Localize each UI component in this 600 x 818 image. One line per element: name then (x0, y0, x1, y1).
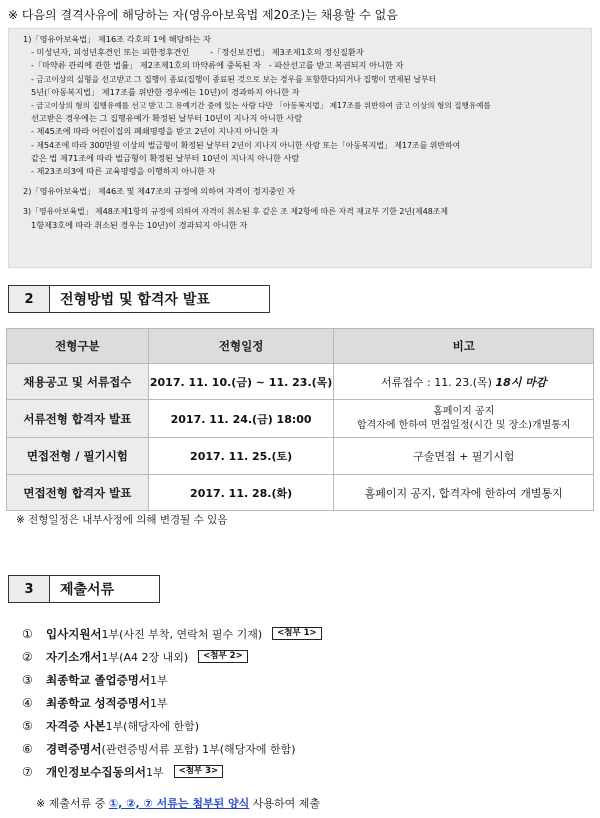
disq-line: - 제45조에 따라 어린이집의 폐쇄명령을 받고 2년이 지나지 아니한 자 (31, 126, 279, 137)
list-item: ③ 최종학교 졸업증명서 1부 (22, 672, 168, 687)
attachment-badge: <첨부 1> (272, 627, 322, 640)
remark-cell: 서류접수 : 11. 23.(목) 18시 마감 (334, 364, 594, 400)
stage-cell: 면접전형 합격자 발표 (7, 475, 149, 511)
disq-line: - 미성년자, 피성년후견인 또는 피한정후견인 -「정신보건법」 제3조제1호의 정신질환자 (31, 47, 364, 58)
stage-cell: 면접전형 / 필기시험 (7, 438, 149, 475)
section-3-header (8, 575, 160, 603)
schedule-table (6, 328, 594, 511)
date-cell: 2017. 11. 25.(토) (148, 438, 334, 475)
disqualification-box (8, 28, 592, 268)
disq-line: - 제23조의3에 따른 교육명령을 이행하지 아니한 자 (31, 166, 216, 177)
stage-cell: 서류전형 합격자 발표 (7, 400, 149, 438)
table-row (7, 364, 594, 400)
stage-cell: 채용공고 및 서류접수 (7, 364, 149, 400)
disq-line: -「마약류 관리에 관한 법률」 제2조제1호의 마약류에 중독된 자 - 파산선고를 받고 복권되지 아니한 자 (31, 60, 404, 71)
table-header-row (7, 329, 594, 364)
schedule-note: ※ 전형일정은 내부사정에 의해 변경될 수 있음 (16, 514, 228, 526)
list-item: ⑤ 자격증 사본 1부(해당자에 한함) (22, 718, 200, 733)
date-cell: 2017. 11. 28.(화) (148, 475, 334, 511)
table-row (7, 438, 594, 475)
list-item: ⑦ 개인정보수집동의서 1부 <첨부 3> (22, 760, 322, 783)
disq-item3-cont: 1항제3호에 따라 취소된 경우는 10년)이 경과되지 아니한 자 (31, 219, 248, 230)
column-header: 전형구분 (7, 329, 149, 364)
attachment-badge: <첨부 3> (174, 765, 224, 778)
disq-item3: 3)「영유아보육법」 제48조제1항의 규정에 의하여 자격이 취소된 후 같은 조 제2항에 따른 자격 재교부 기한 2년(제48조제 (23, 207, 448, 217)
disq-line: 선고받은 경우에는 그 집행유예가 확정된 날부터 10년이 지나지 아니한 사람 (31, 113, 303, 124)
column-header: 전형일정 (148, 329, 334, 364)
document-list (22, 622, 322, 783)
disqualification-note: ※ 다음의 결격사유에 해당하는 자(영유아보육법 제20조)는 채용할 수 없음 (8, 8, 398, 22)
disq-line: 같은 법 제71조에 따라 벌금형이 확정된 날부터 10년이 지나지 아니한 사람 (31, 152, 300, 163)
date-cell: 2017. 11. 10.(금) ~ 11. 23.(목) (148, 364, 334, 400)
remark-cell: 홈페이지 공지, 합격자에 한하여 개별통지 (334, 475, 594, 511)
attachment-badge: <첨부 2> (198, 650, 248, 663)
disq-line: - 금고이상의 실형을 선고받고 그 집행이 종료(집행이 종료된 것으로 보는 경우를 포함한다)되거나 집행이 면제된 날부터 (31, 74, 437, 84)
remark-cell: 홈페이지 공지 합격자에 한하여 면접일정(시간 및 장소)개별통지 (334, 400, 594, 438)
column-header: 비고 (334, 329, 594, 364)
date-cell: 2017. 11. 24.(금) 18:00 (148, 400, 334, 438)
remark-cell: 구술면접 + 필기시험 (334, 438, 594, 475)
disq-line: - 제54조에 따라 300만원 이상의 벌금형이 확정된 날부터 2년이 지나지 아니한 사람 또는「아동복지법」 제17조를 위반하여 (31, 140, 461, 150)
list-item: ⑥ 경력증명서 (관련증빙서류 포함) 1부(해당자에 한함) (22, 741, 296, 756)
table-row (7, 400, 594, 438)
disq-item1-head: 1)「영유아보육법」 제16조 각호의 1에 해당하는 자 (23, 34, 211, 44)
disq-line: - 금고이상의 형의 집행유예를 선고 받고 그 유예기간 중에 있는 사람 다만 「아동복지법」 제17조를 위반하여 금고 이상의 형의 집행유예를 (31, 101, 491, 111)
section-number: 3 (8, 575, 50, 603)
table-row (7, 475, 594, 511)
list-item: ② 자기소개서 1부(A4 2장 내외) <첨부 2> (22, 645, 322, 668)
section-title: 제출서류 (50, 575, 160, 603)
section-title: 전형방법 및 합격자 발표 (50, 285, 270, 313)
disq-item2: 2)「영유아보육법」 제46조 및 제47조의 규정에 의하여 자격이 정지중인 자 (23, 186, 296, 197)
section-2-header (8, 285, 270, 313)
disq-line: 5년(「아동복지법」 제17조를 위반한 경우에는 10년)이 경과하지 아니한 자 (31, 86, 300, 97)
list-item: ④ 최종학교 성적증명서 1부 (22, 695, 168, 710)
submission-note: ※ 제출서류 중 ①, ②, ⑦ 서류는 첨부된 양식 사용하여 제출 (36, 797, 321, 810)
section-number: 2 (8, 285, 50, 313)
list-item: ① 입사지원서 1부(사진 부착, 연락처 필수 기재) <첨부 1> (22, 622, 322, 645)
